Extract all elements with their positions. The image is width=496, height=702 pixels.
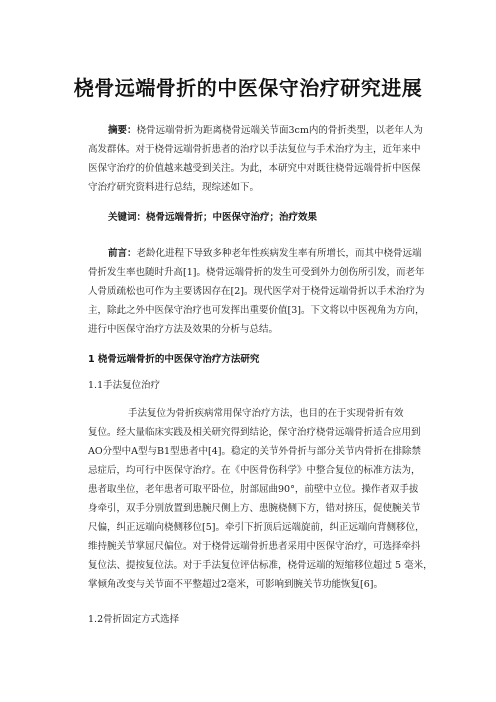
paragraph-line: 身牵引，双手分别放置到患腕尺侧上方、患腕桡侧下方，错对挤压，促使腕关节 (88, 503, 421, 514)
abstract-line: 医保守治疗的价值越来越受到关注。为此，本研究中对既往桡骨远端骨折中医保 (88, 163, 421, 174)
paragraph-line: 手法复位为骨折疾病常用保守治疗方法，也目的在于实现骨折有效 (128, 408, 404, 419)
section-1-paragraph (88, 404, 433, 594)
preface-text: 老龄化进程下导致多种老年性疾病发生率有所增长，而其中桡骨远端 (136, 248, 422, 259)
keywords-line: 关键词：桡骨远端骨折；中医保守治疗；治疗效果 (108, 212, 318, 223)
preface-line: 主，除此之外中医保守治疗也可发挥出重要价值[3]。下文将以中医视角为方向， (88, 305, 425, 316)
subsection-1-2 (88, 610, 426, 629)
abstract-label: 摘要： (108, 125, 137, 136)
subsection-1-1 (88, 376, 426, 395)
abstract-line: 守治疗研究资料进行总结，现综述如下。 (88, 182, 260, 193)
preface-label: 前言： (108, 248, 137, 259)
preface-line: 骨折发生率也随时升高[1]。桡骨远端骨折的发生可受到外力创伤所引发，而老年 (88, 267, 425, 278)
subsection-1-2-heading: 1.2骨折固定方式选择 (88, 614, 180, 625)
preface-line: 进行中医保守治疗方法及效果的分析与总结。 (88, 324, 279, 335)
keywords (88, 208, 426, 227)
paragraph-line: 患者取坐位，老年患者可取平卧位，肘部屈曲90°，前壁中立位。操作者双手拔 (88, 484, 419, 495)
paragraph-line: 尺偏，纠正远端向桡侧移位[5]。牵引下折顶后远端旋前，纠正远端向背侧移位， (88, 522, 425, 533)
paragraph-line: 维持腕关节掌屈尺偏位。对于桡骨远端骨折患者采用中医保守治疗，可选择牵抖 (88, 541, 421, 552)
paragraph-line: AO分型中A型与B1型患者中[4]。稳定的关节外骨折与部分关节内骨折在排除禁 (88, 446, 421, 457)
abstract-line (88, 121, 426, 140)
paragraph-line: 掌倾角改变与关节面不平整超过2毫米，可影响到腕关节功能恢复[6]。 (88, 579, 384, 590)
preface (88, 244, 426, 339)
preface-line (88, 244, 426, 263)
document-title: 桡骨远端骨折的中医保守治疗研究进展 (73, 76, 423, 100)
section-1 (88, 350, 426, 369)
abstract (88, 121, 426, 197)
paragraph-line: 复位法、提按复位法。对于手法复位评估标准，桡骨远端的短缩移位超过 5 毫米， (88, 560, 433, 571)
abstract-line: 高发群体。对于桡骨远端骨折患者的治疗以手法复位与手术治疗为主，近年来中 (88, 144, 421, 155)
subsection-1-1-heading: 1.1手法复位治疗 (88, 380, 161, 391)
section-1-heading: 1 桡骨远端骨折的中医保守治疗方法研究 (88, 354, 260, 365)
abstract-text: 桡骨远端骨折为距离桡骨远端关节面3cm内的骨折类型，以老年人为 (136, 125, 423, 136)
paragraph-line: 忌症后，均可行中医保守治疗。在《中医骨伤科学》中整合复位的标准方法为， (88, 465, 421, 476)
preface-line: 人骨质疏松也可作为主要诱因存在[2]。现代医学对于桡骨远端骨折以手术治疗为 (88, 286, 425, 297)
paragraph-line: 复位。经大量临床实践及相关研究得到结论，保守治疗桡骨远端骨折适合应用到 (88, 427, 421, 438)
